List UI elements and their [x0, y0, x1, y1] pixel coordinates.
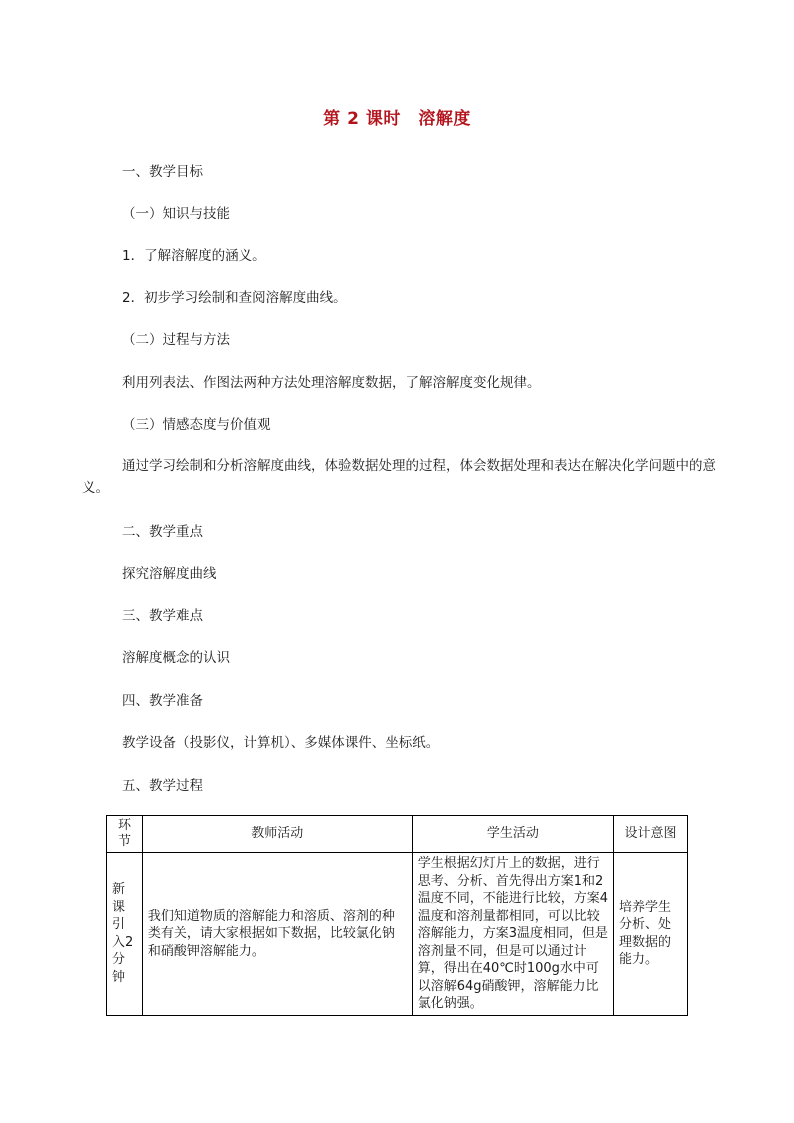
table-row: [107, 853, 688, 1016]
cell-teacher: 我们知道物质的溶解能力和溶质、溶剂的种类有关，请大家根据如下数据，比较氯化钠和硝酸钾溶解能力。: [142, 853, 412, 1016]
cell-intent: 培养学生分析、处理数据的能力。: [613, 853, 687, 1016]
cell-segment: 新课引入2分钟: [107, 853, 143, 1016]
section-heading-process: 五、教学过程: [122, 778, 203, 794]
header-intent: 设计意图: [613, 816, 687, 853]
table-header-row: [107, 816, 688, 853]
section-heading-prep: 四、教学准备: [122, 693, 203, 709]
header-student: 学生活动: [412, 816, 613, 853]
goal-item-2: 2．初步学习绘制和查阅溶解度曲线。: [122, 290, 347, 306]
page-title: 第 2 课时 溶解度: [323, 109, 471, 129]
process-table: [106, 815, 688, 1016]
key-point-text: 探究溶解度曲线: [122, 566, 217, 582]
attitude-text: 通过学习绘制和分析溶解度曲线，体验数据处理的过程，体会数据处理和表达在解决化学问题中的意义。: [82, 458, 716, 496]
header-teacher: 教师活动: [142, 816, 412, 853]
section-heading-difficult: 三、教学难点: [122, 608, 203, 624]
section-heading-goals: 一、教学目标: [122, 164, 203, 180]
header-segment: 环节: [107, 816, 143, 853]
goal-item-1: 1．了解溶解度的涵义。: [122, 248, 266, 264]
cell-student: 学生根据幻灯片上的数据，进行思考、分析、首先得出方案1和2温度不同，不能进行比较，方案4温度和溶剂量都相同，可以比较溶解能力，方案3温度相同，但是溶剂量不同，但是可以通过计算，得出在40℃时100g水中可以溶解64g硝酸钾，溶解能力比氯化钠强。: [412, 853, 613, 1016]
subheading-knowledge: （一）知识与技能: [122, 206, 230, 222]
section-heading-key: 二、教学重点: [122, 524, 203, 540]
subheading-process: （二）过程与方法: [122, 332, 230, 348]
prep-text: 教学设备（投影仪，计算机）、多媒体课件、坐标纸。: [122, 735, 440, 751]
subheading-attitude: （三）情感态度与价值观: [122, 417, 271, 433]
method-text: 利用列表法、作图法两种方法处理溶解度数据，了解溶解度变化规律。: [122, 375, 541, 391]
difficult-point-text: 溶解度概念的认识: [122, 650, 230, 666]
